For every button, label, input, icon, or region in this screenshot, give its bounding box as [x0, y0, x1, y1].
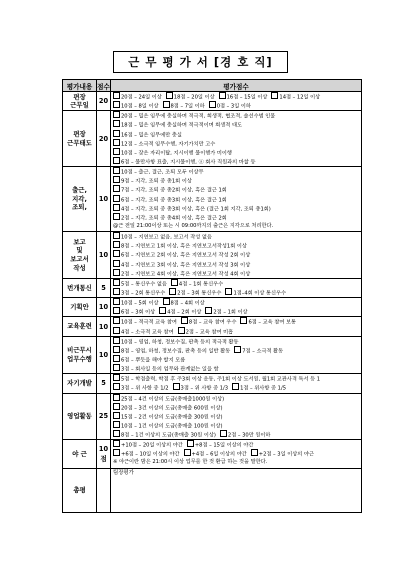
criteria-line [113, 148, 361, 157]
checkbox[interactable] [271, 92, 278, 99]
criteria-line [113, 195, 361, 204]
row-category: 출근, 지각, 조퇴, [63, 167, 97, 232]
row-points: 10 [97, 336, 111, 374]
row-criteria [111, 440, 362, 468]
criteria-text: 10점 – 지연보고 없음, 보고서 작성 없음 [121, 234, 212, 241]
criteria-text: 16점 – 밀은 임무에만 충실 [121, 132, 182, 139]
checkbox[interactable] [113, 101, 120, 108]
row-points: 25 [97, 393, 111, 440]
table-row [63, 317, 362, 336]
criteria-line [113, 260, 361, 269]
criteria-text: 10점 – 적극적 교육 참여 [121, 319, 177, 326]
criteria-text: 2점 – 지연보고 4회 이상, 혹은 지연보고서 작성 4회 이상 [121, 271, 251, 278]
row-category: 기획안 [63, 298, 97, 317]
criteria-line [113, 92, 361, 101]
criteria-text: 18점 – 밀은 임무에 충실하며 적극적이며 희생적 태도 [121, 122, 242, 129]
criteria-text: 6점 – 지각, 조퇴 중 총3회 이상, 혹은 결근 1회 [121, 197, 227, 204]
criteria-text: 20점 – 3건 이상의 도급(총매출 600원 이상) [121, 405, 223, 412]
criteria-line [113, 430, 361, 439]
checkbox[interactable] [113, 279, 120, 286]
criteria-line [113, 250, 361, 259]
checkbox[interactable] [113, 440, 120, 447]
checkbox[interactable] [113, 355, 120, 362]
row-category: 보고 및 보고서 작성 [63, 232, 97, 279]
row-category: 비근무시 업무수행 [63, 336, 97, 374]
row-criteria [111, 336, 362, 374]
criteria-text: 20점 – 24일 이상 [121, 94, 162, 101]
checkbox[interactable] [163, 298, 170, 305]
row-points: 10 [97, 317, 111, 336]
checkbox[interactable] [113, 394, 120, 401]
criteria-text: 3점 – 위 사항 중 1/2 [121, 385, 169, 392]
checkbox[interactable] [209, 101, 216, 108]
row-criteria [111, 374, 362, 393]
row-criteria [111, 317, 362, 336]
criteria-text: +8점 – 15일 이상의 야간 [194, 442, 254, 449]
criteria-line [113, 213, 361, 222]
checkbox[interactable] [234, 346, 241, 353]
criteria-line [113, 111, 361, 120]
checkbox[interactable] [113, 111, 120, 118]
checkbox[interactable] [171, 279, 178, 286]
criteria-text: 2점 – 교육 참여 미흡 [185, 329, 234, 336]
checkbox[interactable] [113, 317, 120, 324]
criteria-text: 8점 – 교육 참여 우수 [188, 319, 237, 326]
checkbox[interactable] [219, 92, 226, 99]
checkbox[interactable] [113, 430, 120, 437]
checkbox[interactable] [166, 92, 173, 99]
criteria-text: 6점 – 교육 참여 보통 [248, 319, 297, 326]
checkbox[interactable] [113, 157, 120, 164]
criteria-text: 7점 – 지각, 조퇴 중 총2회 이상, 혹은 결근 1회 [121, 187, 227, 194]
criteria-text: 4점 – 소극적 교육 참여 [121, 329, 174, 336]
criteria-line [113, 355, 361, 364]
table-row [63, 393, 362, 440]
criteria-line [113, 176, 361, 185]
form-title: 근 무 평 가 서 [경 호 직] [113, 51, 288, 73]
checkbox[interactable] [113, 346, 120, 353]
checkbox[interactable] [113, 449, 120, 456]
row-category: 편장 근무일 [63, 92, 97, 111]
checkbox[interactable] [159, 307, 166, 314]
row-criteria [111, 298, 362, 317]
table-row [63, 232, 362, 279]
table-row [63, 440, 362, 468]
row-points: 10 [97, 167, 111, 232]
criteria-text: 2점 – 1회 이상 [213, 309, 248, 316]
total-label: 총평 [63, 468, 97, 512]
row-category: 자기개발 [63, 374, 97, 393]
checkbox[interactable] [113, 307, 120, 314]
criteria-text: 10점 – 영업, 하청, 정보수집, 판촉 등의 적극적 활동 [121, 339, 239, 346]
criteria-text: 8점 – 4회 이상 [170, 300, 205, 307]
criteria-text: ※ 야근이란 밤은 21:00시 이상 업무를 한 것 환급 하는 것을 말한다. [113, 459, 268, 466]
row-criteria [111, 232, 362, 279]
checkbox[interactable] [113, 130, 120, 137]
row-points: 10 [97, 298, 111, 317]
criteria-text: 2점 – 30만 원이하 [227, 432, 271, 439]
criteria-line [113, 130, 361, 139]
checkbox[interactable] [178, 327, 185, 334]
criteria-text: 10점 – 출근, 결근, 조퇴 모두 이상무 [121, 169, 204, 176]
criteria-text: 1점 – 위사항 중 1/5 [240, 385, 286, 392]
total-row [63, 468, 362, 512]
criteria-line [113, 317, 361, 326]
checkbox[interactable] [113, 241, 120, 248]
header-points: 점수 [97, 80, 111, 92]
criteria-text: 2점 – 3회 통신우수 [177, 290, 222, 297]
header-item: 평가내용 [63, 80, 97, 92]
criteria-text: 16점 – 15일 이상 [226, 94, 268, 101]
criteria-line [113, 120, 361, 129]
criteria-text: 6점 – 3회 이상 [121, 309, 156, 316]
checkbox[interactable] [113, 383, 120, 390]
row-points: 20 [97, 92, 111, 111]
criteria-text: 8점 – 7일 이하 [170, 103, 205, 110]
criteria-text: +4점 – 6일 이상의 야간 [191, 451, 247, 458]
row-category: 편장 근무태도 [63, 111, 97, 167]
checkbox[interactable] [113, 92, 120, 99]
criteria-line [113, 346, 361, 355]
criteria-text: 4점 – 지각, 조퇴 중 총3회 이상, 혹은 (결근 1회 지각, 조퇴 총1회) [121, 206, 271, 213]
table-body [63, 92, 362, 469]
checkbox[interactable] [113, 260, 120, 267]
criteria-line [113, 232, 361, 241]
checkbox[interactable] [113, 213, 120, 220]
criteria-line [113, 327, 361, 336]
row-category: 야 근 [63, 440, 97, 468]
checkbox[interactable] [113, 232, 120, 239]
criteria-text: 5점 – 통신우수 없음 [121, 281, 167, 288]
criteria-text: 10점 – 8일 이상 [121, 103, 159, 110]
criteria-text: 15점 – 2건 이상의 도급(총매출 300원 이상) [121, 414, 223, 421]
criteria-text: 25점 – 4건 이상의 도급(총매출1000원 이상) [121, 396, 225, 402]
criteria-line [113, 403, 361, 412]
criteria-text: 4점 – 2회 이상 [167, 309, 202, 316]
criteria-text: 6점 – 뿌듯을 해야 할지 모름 [121, 357, 186, 364]
row-criteria [111, 111, 362, 167]
row-criteria [111, 92, 362, 111]
checkbox[interactable] [113, 185, 120, 192]
total-points-cell [97, 468, 111, 512]
evaluation-table [62, 79, 362, 513]
checkbox[interactable] [113, 167, 120, 174]
table-row [63, 374, 362, 393]
criteria-text: +10점 – 20일 이상의 야간 [121, 442, 183, 449]
checkbox[interactable] [225, 288, 232, 295]
criteria-line [113, 269, 361, 278]
checkbox[interactable] [169, 288, 176, 295]
criteria-text: 18점 – 20일 이상 [173, 94, 215, 101]
row-points: 10 [97, 232, 111, 279]
row-criteria [111, 167, 362, 232]
criteria-text: 4점 – 1회 통신우수 [178, 281, 224, 288]
checkbox[interactable] [113, 298, 120, 305]
criteria-line [113, 394, 361, 403]
checkbox[interactable] [181, 317, 188, 324]
checkbox[interactable] [173, 383, 180, 390]
checkbox[interactable] [113, 403, 120, 410]
checkbox[interactable] [113, 204, 120, 211]
criteria-text: +6점 – 10일 이상의 야간 [121, 451, 180, 458]
criteria-line [113, 440, 361, 449]
checkbox[interactable] [113, 269, 120, 276]
row-points: 5 [97, 374, 111, 393]
criteria-text: 7점 – 소극적 활동 [242, 348, 284, 355]
row-criteria [111, 393, 362, 440]
criteria-text: 3점 – 위 사항 중 1/3 [180, 385, 229, 392]
criteria-text: @근 전일 21:00이상 또는 시 09:00까지의 출근은 지각으로 처리한다. [113, 222, 274, 229]
row-category: 번개통신 [63, 278, 97, 297]
header-criteria: 평가점수 [111, 80, 362, 92]
criteria-text: 8점 – 1건 이상의 도급(총매출 30원 이상) [121, 432, 216, 439]
criteria-line [113, 374, 361, 383]
criteria-text: 3점 – 회사일 등의 업무와 관계없는 일을 함 [121, 366, 219, 373]
criteria-line [113, 337, 361, 346]
checkbox[interactable] [113, 288, 120, 295]
criteria-line [113, 288, 361, 297]
row-points: 5 [97, 278, 111, 297]
criteria-text: 8점 – 지연보고 1회 이상, 혹은 지연보고서작성1회 이상 [121, 243, 247, 250]
row-category: 교육훈련 [63, 317, 97, 336]
criteria-text: 0점 – 3일 이하 [216, 103, 251, 110]
checkbox[interactable] [205, 307, 212, 314]
criteria-text: 4점 – 지연보고 3회 이상, 혹은 지연보고서 작성 3회 이상 [121, 262, 251, 269]
checkbox[interactable] [113, 421, 120, 428]
table-row [63, 92, 362, 111]
criteria-text: 5점 – 학점출력, 학점 후 주3회 이상 운동, 주1회 이상 도서원, 월1회 교관사격 독서 등 1 [121, 376, 321, 383]
criteria-text: 10점 – 잦은 자리이탈, 지시이행 불이행가 미이행 [121, 150, 232, 157]
criteria-text: 8점 – 영업, 하청, 정보수집, 판촉 등의 일반 활동 [121, 348, 231, 355]
criteria-text: 6점 – 불만사항 표출, 지시불이행, ⓐ 회사 직원과의 마찰 등 [121, 159, 256, 166]
criteria-line [113, 204, 361, 213]
checkbox[interactable] [163, 101, 170, 108]
criteria-line [113, 241, 361, 250]
checkbox[interactable] [220, 430, 227, 437]
criteria-line [113, 222, 361, 231]
criteria-line [113, 101, 361, 110]
total-note[interactable]: 팀장평가 [111, 468, 362, 512]
checkbox[interactable] [113, 176, 120, 183]
criteria-text: 6점 – 지연보고 2회 이상, 혹은 지연보고서 작성 2회 이상 [121, 252, 251, 259]
criteria-line [113, 279, 361, 288]
criteria-text: 14점 – 12일 이상 [279, 94, 321, 101]
criteria-text: +2점 – 3일 이상의 야근 [258, 451, 314, 458]
criteria-line [113, 412, 361, 421]
checkbox[interactable] [113, 327, 120, 334]
table-header-row [63, 80, 362, 92]
table-row [63, 298, 362, 317]
checkbox[interactable] [240, 317, 247, 324]
row-criteria [111, 278, 362, 297]
checkbox[interactable] [113, 195, 120, 202]
criteria-line [113, 167, 361, 176]
criteria-text: 12점 – 소극적 임무수행, 자기가치만 고수 [121, 141, 216, 148]
criteria-text: 9점 – 지각, 조퇴 중 총1회 이상 [121, 178, 192, 185]
criteria-line [113, 185, 361, 194]
criteria-text: 10점 – 1건 이상의 도급(총매출 100원 이상) [121, 423, 223, 430]
table-row [63, 111, 362, 167]
criteria-line [113, 364, 361, 373]
row-category: 영업활동 [63, 393, 97, 440]
criteria-text: 2점 – 지각, 조퇴 중 총4회 이상, 혹은 결근 2회 [121, 215, 227, 222]
criteria-line [113, 458, 361, 467]
criteria-text: 10점 – 5회 이상 [121, 300, 159, 307]
criteria-line [113, 421, 361, 430]
checkbox[interactable] [187, 440, 194, 447]
checkbox[interactable] [232, 383, 239, 390]
criteria-line [113, 139, 361, 148]
checkbox[interactable] [113, 412, 120, 419]
checkbox[interactable] [113, 139, 120, 146]
checkbox[interactable] [251, 449, 258, 456]
table-row [63, 336, 362, 374]
criteria-line [113, 383, 361, 392]
checkbox[interactable] [113, 250, 120, 257]
row-points: 10점 [97, 440, 111, 468]
table-row [63, 167, 362, 232]
criteria-text: 1점–4회 이상 통신우수 [233, 290, 287, 297]
checkbox[interactable] [113, 148, 120, 155]
checkbox[interactable] [113, 374, 120, 381]
checkbox[interactable] [184, 449, 191, 456]
checkbox[interactable] [113, 364, 120, 371]
criteria-text: 3점 – 2회 통신우수 [121, 290, 166, 297]
checkbox[interactable] [113, 120, 120, 127]
criteria-line [113, 298, 361, 307]
checkbox[interactable] [113, 337, 120, 344]
criteria-line [113, 157, 361, 166]
row-points: 20 [97, 111, 111, 167]
table-row [63, 278, 362, 297]
criteria-line [113, 307, 361, 316]
criteria-text: 20점 – 밀은 임무에 충실하며 적극적, 희생적, 협조적, 솔선수범 인물 [121, 113, 276, 120]
criteria-line [113, 449, 361, 458]
